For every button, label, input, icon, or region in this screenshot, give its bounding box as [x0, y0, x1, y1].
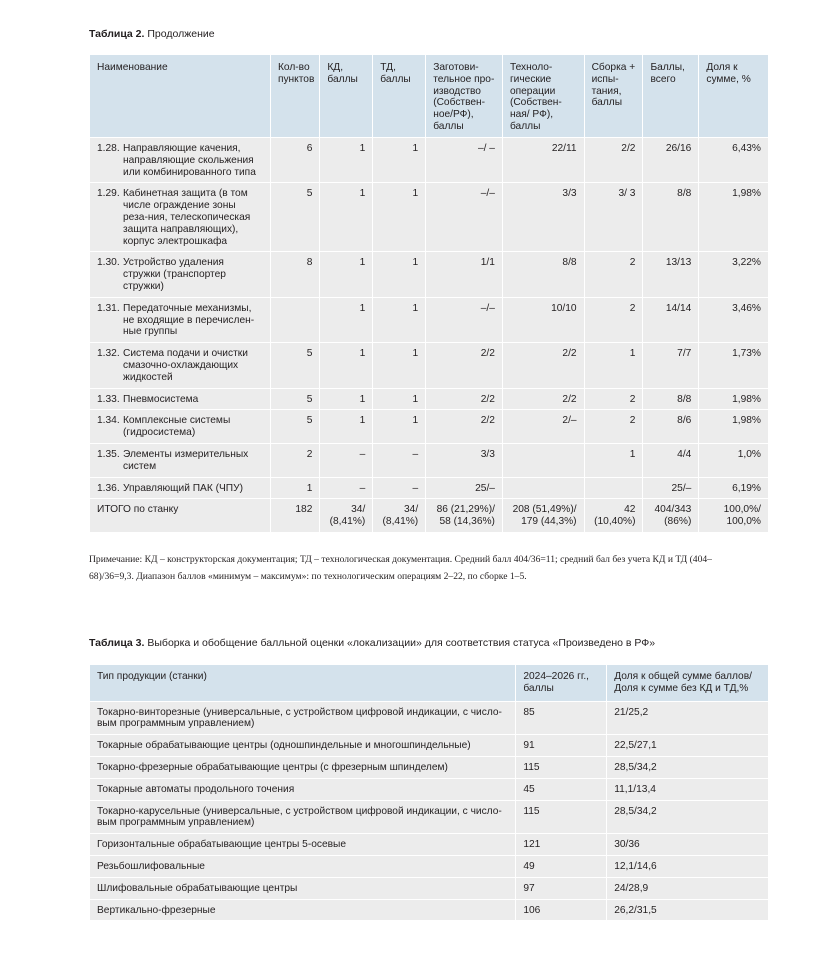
table3-cell-type: Горизонтальные обрабатывающие центры 5-осевые — [90, 834, 516, 856]
table2-cell-total: 26/16 — [643, 138, 699, 183]
table2-row-number: 1.36. — [97, 482, 120, 494]
table2-row — [90, 388, 769, 410]
table2-cell-td: 1 — [373, 183, 426, 252]
table2 — [89, 54, 769, 533]
table2-cell-share: 6,19% — [699, 477, 769, 499]
table2-cell-sb — [584, 477, 643, 499]
table2-header-zag: Заготови-тельное про-изводство (Собствен-ное/РФ), баллы — [426, 55, 503, 138]
table2-cell-td: – — [373, 443, 426, 477]
table2-total-total: 404/343 (86%) — [643, 499, 699, 533]
table2-cell-total: 4/4 — [643, 443, 699, 477]
table3-cell-type: Токарно-карусельные (универсальные, с устройством цифровой индикации, с число-вым программным управлением) — [90, 800, 516, 834]
table2-cell-count: 1 — [270, 477, 319, 499]
table2-cell-name — [90, 343, 271, 388]
table2-cell-zag: 2/2 — [426, 410, 503, 444]
table3-cell-share: 30/36 — [607, 834, 769, 856]
table2-row — [90, 443, 769, 477]
table2-cell-name — [90, 477, 271, 499]
table2-cell-share: 6,43% — [699, 138, 769, 183]
table2-cell-zag: 2/2 — [426, 388, 503, 410]
table2-cell-sb: 2 — [584, 252, 643, 297]
table2-row-number: 1.30. — [97, 257, 120, 269]
table3-cell-score: 85 — [516, 701, 607, 735]
table2-row — [90, 477, 769, 499]
table2-row — [90, 183, 769, 252]
table3-cell-score: 97 — [516, 877, 607, 899]
table2-row-name: Элементы измерительных систем — [123, 448, 249, 472]
table3 — [89, 664, 769, 921]
table2-header-count: Кол-во пунктов — [270, 55, 319, 138]
table3-cell-score: 115 — [516, 756, 607, 778]
table2-cell-tech — [502, 443, 584, 477]
table2-row-name: Пневмосистема — [123, 393, 199, 405]
table2-total-tech: 208 (51,49%)/ 179 (44,3%) — [502, 499, 584, 533]
table2-row — [90, 138, 769, 183]
table2-cell-kd: 1 — [320, 138, 373, 183]
table3-cell-type: Токарно-фрезерные обрабатывающие центры (с фрезерным шпинделем) — [90, 756, 516, 778]
table3-caption-label: Таблица 3. — [89, 637, 145, 649]
table2-cell-count: 6 — [270, 138, 319, 183]
table2-cell-share: 1,0% — [699, 443, 769, 477]
table2-cell-sb: 2 — [584, 410, 643, 444]
table2-cell-count — [270, 297, 319, 342]
table2-cell-td: 1 — [373, 252, 426, 297]
table2-row-number: 1.29. — [97, 188, 120, 200]
table3-row — [90, 800, 769, 834]
table2-cell-total: 14/14 — [643, 297, 699, 342]
table3-caption — [89, 637, 655, 650]
table2-cell-share: 3,22% — [699, 252, 769, 297]
table2-cell-tech: 3/3 — [502, 183, 584, 252]
table2-cell-kd: 1 — [320, 297, 373, 342]
table2-cell-name — [90, 297, 271, 342]
table3-cell-score: 121 — [516, 834, 607, 856]
table3-cell-score: 45 — [516, 778, 607, 800]
table2-cell-count: 5 — [270, 183, 319, 252]
table2-row-number: 1.35. — [97, 448, 120, 460]
table2-cell-share: 1,73% — [699, 343, 769, 388]
table3-header-type: Тип продукции (станки) — [90, 665, 516, 702]
table2-total-row — [90, 499, 769, 533]
table2-cell-zag: –/ – — [426, 138, 503, 183]
table2-cell-total: 13/13 — [643, 252, 699, 297]
table2-row-name: Управляющий ПАК (ЧПУ) — [123, 482, 243, 494]
table3-row — [90, 855, 769, 877]
table2-cell-kd: – — [320, 443, 373, 477]
table3-cell-share: 24/28,9 — [607, 877, 769, 899]
table3-cell-type: Вертикально-фрезерные — [90, 899, 516, 921]
table2-cell-count: 5 — [270, 410, 319, 444]
table2-cell-td: – — [373, 477, 426, 499]
table3-row — [90, 735, 769, 757]
table2-row-number: 1.33. — [97, 393, 120, 405]
table2-cell-count: 8 — [270, 252, 319, 297]
table2-row-name: Устройство удаления стружки (транспортер стружки) — [123, 257, 226, 292]
table2-header-total: Баллы, всего — [643, 55, 699, 138]
table3-cell-score: 91 — [516, 735, 607, 757]
table2-cell-td: 1 — [373, 343, 426, 388]
table3-cell-share: 28,5/34,2 — [607, 756, 769, 778]
table3-row — [90, 756, 769, 778]
table2-caption — [89, 28, 215, 41]
table3-row — [90, 778, 769, 800]
table2-cell-tech: 2/2 — [502, 343, 584, 388]
table3-cell-type: Шлифовальные обрабатывающие центры — [90, 877, 516, 899]
table2-cell-kd: 1 — [320, 388, 373, 410]
table3-header-row — [90, 665, 769, 702]
table2-total-kd: 34/ (8,41%) — [320, 499, 373, 533]
table3-row — [90, 899, 769, 921]
table2-cell-name — [90, 443, 271, 477]
table2-cell-zag: 1/1 — [426, 252, 503, 297]
table2-cell-tech: 2/– — [502, 410, 584, 444]
table2-cell-name — [90, 410, 271, 444]
table2-cell-td: 1 — [373, 297, 426, 342]
table2-row-number: 1.31. — [97, 302, 120, 314]
table2-cell-kd: 1 — [320, 183, 373, 252]
table2-cell-td: 1 — [373, 388, 426, 410]
table2-header-row — [90, 55, 769, 138]
table2-cell-count: 5 — [270, 388, 319, 410]
table2-cell-kd: 1 — [320, 252, 373, 297]
table2-cell-tech: 22/11 — [502, 138, 584, 183]
table2-row — [90, 343, 769, 388]
table3-cell-type: Токарно-винторезные (универсальные, с устройством цифровой индикации, с число-вым программным управлением) — [90, 701, 516, 735]
table2-cell-zag: –/– — [426, 297, 503, 342]
table2-cell-tech: 10/10 — [502, 297, 584, 342]
table2-cell-sb: 2/2 — [584, 138, 643, 183]
table2-cell-total: 8/8 — [643, 388, 699, 410]
table3-row — [90, 701, 769, 735]
table2-row-name: Система подачи и очистки смазочно-охлаждающих жидкостей — [123, 348, 248, 383]
table2-cell-tech: 2/2 — [502, 388, 584, 410]
table3-cell-score: 106 — [516, 899, 607, 921]
table3-row — [90, 877, 769, 899]
table2-header-name: Наименование — [90, 55, 271, 138]
table2-cell-sb: 1 — [584, 343, 643, 388]
table3-cell-share: 12,1/14,6 — [607, 855, 769, 877]
table2-row-number: 1.32. — [97, 348, 120, 360]
table3-cell-score: 49 — [516, 855, 607, 877]
table2-header-tech: Техноло-гические операции (Собствен-ная/ РФ), баллы — [502, 55, 584, 138]
table2-row — [90, 252, 769, 297]
table2-cell-name — [90, 138, 271, 183]
table3-cell-type: Резьбошлифовальные — [90, 855, 516, 877]
table2-row — [90, 410, 769, 444]
table2-cell-zag: 2/2 — [426, 343, 503, 388]
table3-caption-text: Выборка и обобщение балльной оценки «локализации» для соответствия статуса «Произведено в РФ» — [147, 637, 656, 649]
table2-total-td: 34/ (8,41%) — [373, 499, 426, 533]
table2-total-zag: 86 (21,29%)/ 58 (14,36%) — [426, 499, 503, 533]
table3-row — [90, 834, 769, 856]
table2-header-share: Доля к сумме, % — [699, 55, 769, 138]
table2-row — [90, 297, 769, 342]
table2-total-sb: 42 (10,40%) — [584, 499, 643, 533]
table3-cell-share: 26,2/31,5 — [607, 899, 769, 921]
table2-row-name: Передаточные механизмы, не входящие в перечислен-ные группы — [123, 302, 255, 338]
table2-header-kd: КД, баллы — [320, 55, 373, 138]
table2-cell-sb: 1 — [584, 443, 643, 477]
table2-cell-name — [90, 252, 271, 297]
table2-cell-sb: 2 — [584, 388, 643, 410]
table3-header-score: 2024–2026 гг., баллы — [516, 665, 607, 702]
table2-caption-label: Таблица 2. — [89, 28, 145, 40]
table2-cell-share: 3,46% — [699, 297, 769, 342]
table2-cell-share: 1,98% — [699, 388, 769, 410]
table3-cell-type: Токарные автоматы продольного точения — [90, 778, 516, 800]
table3-cell-type: Токарные обрабатывающие центры (одношпиндельные и многошпиндельные) — [90, 735, 516, 757]
table2-cell-sb: 3/ 3 — [584, 183, 643, 252]
table3-cell-share: 22,5/27,1 — [607, 735, 769, 757]
table2-header-td: ТД, баллы — [373, 55, 426, 138]
table2-cell-total: 8/8 — [643, 183, 699, 252]
table2-row-name: Кабинетная защита (в том числе ограждение зоны реза-ния, телескопическая защита направляющих), корпус электрошкафа — [123, 188, 251, 247]
table2-total-share: 100,0%/ 100,0% — [699, 499, 769, 533]
table2-cell-share: 1,98% — [699, 410, 769, 444]
table2-cell-kd: – — [320, 477, 373, 499]
table2-cell-kd: 1 — [320, 343, 373, 388]
table2-cell-td: 1 — [373, 138, 426, 183]
table3-cell-share: 21/25,2 — [607, 701, 769, 735]
table2-header-sb: Сборка + испы-тания, баллы — [584, 55, 643, 138]
table2-cell-share: 1,98% — [699, 183, 769, 252]
table3-cell-share: 11,1/13,4 — [607, 778, 769, 800]
table2-cell-sb: 2 — [584, 297, 643, 342]
table2-cell-tech: 8/8 — [502, 252, 584, 297]
table2-row-number: 1.28. — [97, 143, 120, 154]
table2-cell-zag: 3/3 — [426, 443, 503, 477]
table3-cell-share: 28,5/34,2 — [607, 800, 769, 834]
table3-header-share: Доля к общей сумме баллов/ Доля к сумме без КД и ТД,% — [607, 665, 769, 702]
table2-cell-td: 1 — [373, 410, 426, 444]
table2-cell-name — [90, 183, 271, 252]
table2-cell-total: 7/7 — [643, 343, 699, 388]
table2-cell-total: 8/6 — [643, 410, 699, 444]
table2-cell-total: 25/– — [643, 477, 699, 499]
table2-cell-count: 2 — [270, 443, 319, 477]
table2-row-number: 1.34. — [97, 415, 120, 427]
table2-caption-text: Продолжение — [147, 28, 215, 40]
table2-total-label: ИТОГО по станку — [90, 499, 271, 533]
table2-row-name: Направляющие качения, направляющие скольжения или комбинированного типа — [123, 143, 256, 178]
table3-cell-score: 115 — [516, 800, 607, 834]
table2-cell-name — [90, 388, 271, 410]
table2-cell-tech — [502, 477, 584, 499]
table2-cell-count: 5 — [270, 343, 319, 388]
table2-cell-kd: 1 — [320, 410, 373, 444]
table2-cell-zag: 25/– — [426, 477, 503, 499]
table2-total-count: 182 — [270, 499, 319, 533]
table2-row-name: Комплексные системы (гидросистема) — [123, 415, 231, 439]
table2-note: Примечание: КД – конструкторская документация; ТД – технологическая документация. Средний балл 404/36=11; средний бал без учета КД и ТД (404–68)/36=9,3. Диапазон баллов «минимум – максимум»: по технологическим операциям 2–22, по сборке 1–5. — [89, 554, 712, 582]
table2-cell-zag: –/– — [426, 183, 503, 252]
